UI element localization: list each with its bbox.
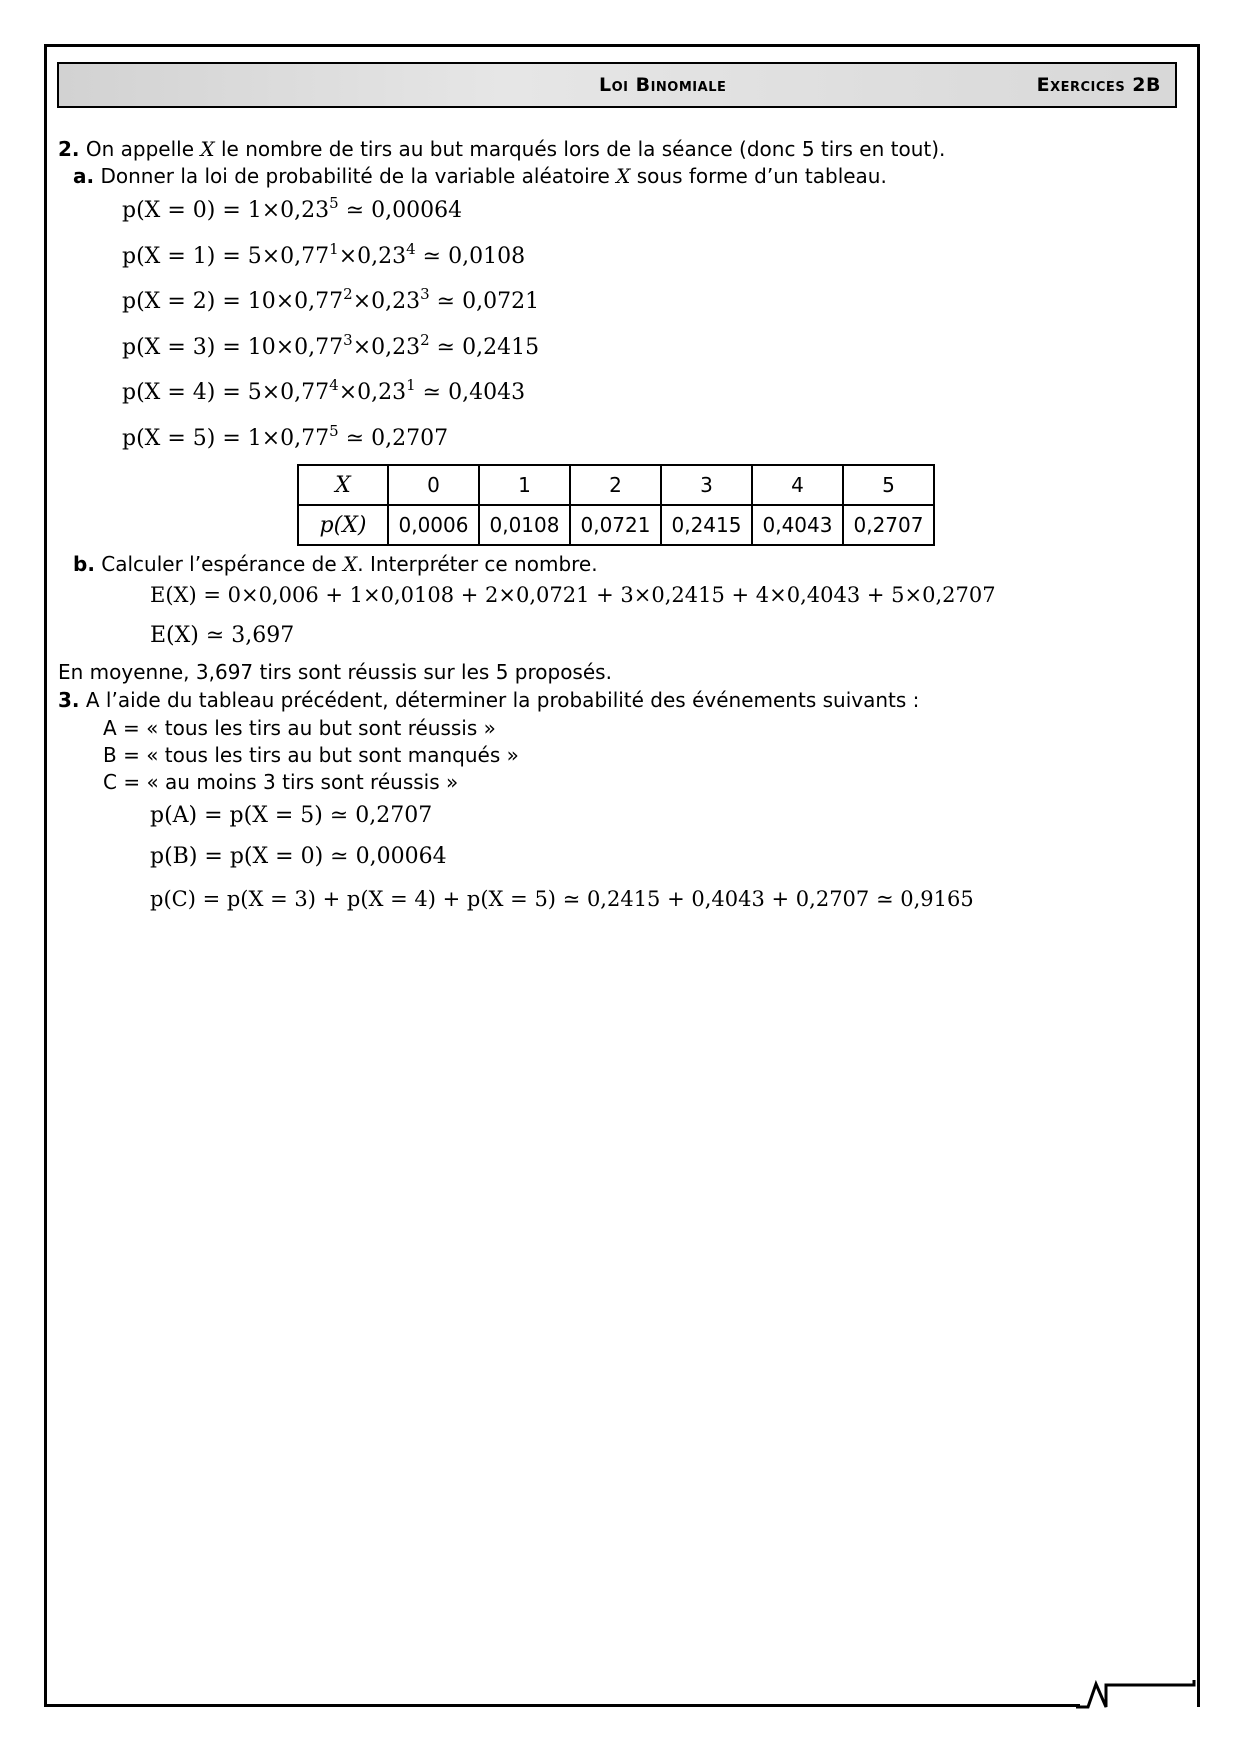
- formula-pb: p(B) = p(X = 0) ≃ 0,00064: [150, 844, 447, 869]
- formula-p1: $p(X = 1) = 5\times 0,77^1\times 0,23^4$ ≃ 0,0108: [122, 240, 526, 269]
- event-b: B = « tous les tirs au but sont manqués »: [103, 743, 519, 767]
- question-2a-label: a.: [73, 164, 95, 188]
- question-2-text-before: On appelle: [79, 137, 201, 161]
- table-header-x: X: [298, 465, 388, 505]
- formula-p3: $p(X = 3) = 10\times 0,77^3\times 0,23^2$ ≃ 0,2415: [122, 331, 540, 360]
- question-3: [58, 688, 919, 712]
- question-2: [58, 137, 945, 161]
- table-cell: 0: [388, 465, 479, 505]
- table-cell: 0,0721: [570, 505, 661, 545]
- expectation-result: E(X) ≃ 3,697: [150, 623, 295, 648]
- table-cell: 0,4043: [752, 505, 843, 545]
- event-c: C = « au moins 3 tirs sont réussis »: [103, 770, 459, 794]
- table-cell: 0,2707: [843, 505, 934, 545]
- event-a: A = « tous les tirs au but sont réussis »: [103, 716, 496, 740]
- table-cell: 5: [843, 465, 934, 505]
- formula-pc: p(C) = p(X = 3) + p(X = 4) + p(X = 5) ≃ 0,2415 + 0,4043 + 0,2707 ≃ 0,9165: [150, 887, 974, 911]
- table-cell: 2: [570, 465, 661, 505]
- table-header-px: p(X): [298, 505, 388, 545]
- table-cell: 4: [752, 465, 843, 505]
- question-2a-text-after: sous forme d’un tableau.: [630, 164, 887, 188]
- header-title: Loi Binomiale: [599, 74, 727, 96]
- page-corner-mark: [1076, 1680, 1200, 1714]
- probability-table: [297, 464, 935, 546]
- question-2-text-after: le nombre de tirs au but marqués lors de la séance (donc 5 tirs en tout).: [214, 137, 946, 161]
- formula-p2: $p(X = 2) = 10\times 0,77^2\times 0,23^3$ ≃ 0,0721: [122, 285, 540, 314]
- page-header: [57, 62, 1177, 108]
- expectation-formula: E(X) = 0×0,006 + 1×0,0108 + 2×0,0721 + 3×0,2415 + 4×0,4043 + 5×0,2707: [150, 583, 996, 607]
- formula-p5: $p(X = 5) = 1\times 0,77^5$ ≃ 0,2707: [122, 422, 449, 451]
- question-2a-text-before: Donner la loi de probabilité de la variable aléatoire: [94, 164, 617, 188]
- header-exercise: Exercices 2B: [1036, 74, 1161, 96]
- question-2-var: X: [200, 137, 215, 161]
- question-2b: [73, 552, 598, 576]
- question-2b-var: X: [342, 552, 358, 576]
- table-row: [298, 505, 934, 545]
- table-row: [298, 465, 934, 505]
- question-2b-text-before: Calculer l’espérance de: [94, 552, 343, 576]
- table-cell: 0,2415: [661, 505, 752, 545]
- question-2b-label: b.: [73, 552, 95, 576]
- table-cell: 1: [479, 465, 570, 505]
- question-3-text: A l’aide du tableau précédent, déterminer la probabilité des événements suivants :: [79, 688, 920, 712]
- formula-pa: p(A) = p(X = 5) ≃ 0,2707: [150, 803, 433, 828]
- question-3-number: 3.: [58, 688, 80, 712]
- question-2-number: 2.: [58, 137, 80, 161]
- table-cell: 0,0006: [388, 505, 479, 545]
- table-cell: 3: [661, 465, 752, 505]
- expectation-conclusion: En moyenne, 3,697 tirs sont réussis sur les 5 proposés.: [58, 660, 612, 684]
- formula-p4: $p(X = 4) = 5\times 0,77^4\times 0,23^1$ ≃ 0,4043: [122, 376, 526, 405]
- table-cell: 0,0108: [479, 505, 570, 545]
- formula-p0: $p(X = 0) = 1\times 0,23^5$ ≃ 0,00064: [122, 194, 463, 223]
- question-2b-text-after: . Interpréter ce nombre.: [357, 552, 598, 576]
- question-2a-var: X: [616, 164, 631, 188]
- question-2a: [73, 164, 887, 188]
- page-frame-bottom: [44, 1704, 1080, 1707]
